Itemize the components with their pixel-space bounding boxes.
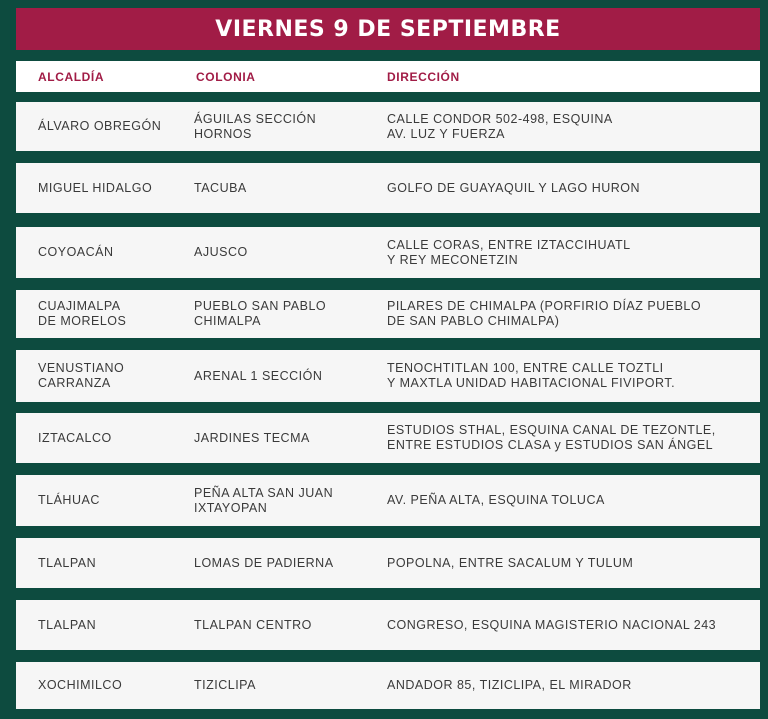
cell-direccion: TENOCHTITLAN 100, ENTRE CALLE TOZTLI Y MAXTLA UNIDAD HABITACIONAL FIVIPORT. <box>387 361 676 390</box>
cell-direccion: CALLE CORAS, ENTRE IZTACCIHUATL Y REY MECONETZIN <box>387 237 631 267</box>
cell-colonia: AJUSCO <box>194 245 248 259</box>
cell-colonia: ÁGUILAS SECCIÓN HORNOS <box>194 111 317 141</box>
cell-colonia: TLALPAN CENTRO <box>194 617 312 632</box>
cell-alcaldia: COYOACÁN <box>38 245 114 259</box>
table-row <box>16 662 760 709</box>
cell-alcaldia: XOCHIMILCO <box>38 678 123 692</box>
page-title: VIERNES 9 DE SEPTIEMBRE <box>16 8 760 50</box>
cell-direccion: CONGRESO, ESQUINA MAGISTERIO NACIONAL 243 <box>387 617 717 632</box>
cell-direccion: POPOLNA, ENTRE SACALUM Y TULUM <box>387 555 634 570</box>
table-row <box>16 290 760 338</box>
table-row <box>16 163 760 213</box>
table-row <box>16 227 760 278</box>
cell-alcaldia: TLALPAN <box>38 555 97 570</box>
cell-alcaldia: CUAJIMALPA DE MORELOS <box>38 299 127 328</box>
column-header-colonia: COLONIA <box>196 70 256 84</box>
cell-alcaldia: MIGUEL HIDALGO <box>38 180 153 195</box>
table-row <box>16 475 760 526</box>
cell-colonia: TACUBA <box>194 180 247 195</box>
cell-direccion: ANDADOR 85, TIZICLIPA, EL MIRADOR <box>387 678 632 692</box>
cell-direccion: PILARES DE CHIMALPA (PORFIRIO DÍAZ PUEBLO DE SAN PABLO CHIMALPA) <box>387 299 702 328</box>
table-row <box>16 600 760 650</box>
cell-alcaldia: IZTACALCO <box>38 430 112 445</box>
table-row <box>16 102 760 151</box>
cell-colonia: LOMAS DE PADIERNA <box>194 555 334 570</box>
cell-direccion: GOLFO DE GUAYAQUIL Y LAGO HURON <box>387 180 641 195</box>
cell-colonia: PUEBLO SAN PABLO CHIMALPA <box>194 299 327 328</box>
cell-alcaldia: ÁLVARO OBREGÓN <box>38 119 162 133</box>
table-row <box>16 538 760 588</box>
cell-colonia: TIZICLIPA <box>194 678 256 692</box>
cell-alcaldia: TLÁHUAC <box>38 493 100 507</box>
table-row <box>16 413 760 463</box>
cell-colonia: ARENAL 1 SECCIÓN <box>194 368 323 383</box>
cell-alcaldia: VENUSTIANO CARRANZA <box>38 361 125 390</box>
cell-direccion: ESTUDIOS STHAL, ESQUINA CANAL DE TEZONTLE, ENTRE ESTUDIOS CLASA y ESTUDIOS SAN ÁNGEL <box>387 423 716 452</box>
column-header-alcaldia: ALCALDÍA <box>38 70 105 84</box>
cell-direccion: AV. PEÑA ALTA, ESQUINA TOLUCA <box>387 493 605 507</box>
cell-colonia: JARDINES TECMA <box>194 430 310 445</box>
table-header <box>16 61 760 92</box>
cell-colonia: PEÑA ALTA SAN JUAN IXTAYOPAN <box>194 485 334 515</box>
column-header-direccion: DIRECCIÓN <box>387 70 460 84</box>
cell-direccion: CALLE CONDOR 502-498, ESQUINA AV. LUZ Y FUERZA <box>387 111 613 141</box>
cell-alcaldia: TLALPAN <box>38 617 97 632</box>
table-row <box>16 350 760 402</box>
